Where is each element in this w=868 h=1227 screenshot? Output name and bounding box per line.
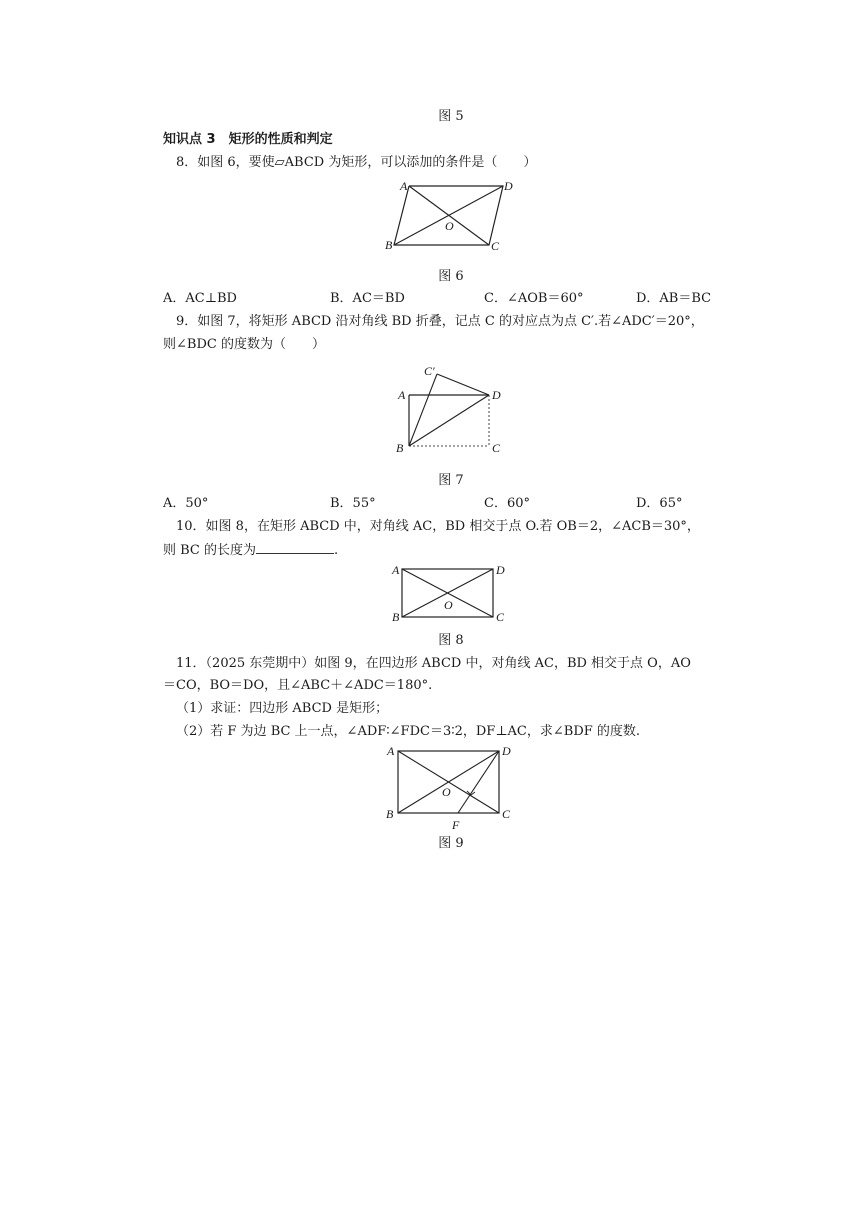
figure-9-label-f: F: [452, 818, 460, 832]
figure-7-label-c: C: [492, 441, 501, 455]
figure-8-label-o: O: [444, 598, 453, 612]
figure-6-label-o: O: [445, 219, 454, 233]
figure-7-label-c-prime: C′: [424, 364, 435, 378]
figure-8-label-d: D: [496, 563, 505, 577]
q9-option-b: B．55°: [330, 496, 376, 511]
figure-7-caption: 图 7: [438, 473, 464, 488]
figure-9-label-d: D: [502, 744, 511, 758]
question-9-line2: 则∠BDC 的度数为（ ）: [163, 337, 325, 352]
figure-9-label-c: C: [502, 807, 511, 821]
q8-option-a: A．AC⊥BD: [163, 291, 237, 306]
question-11-part1: （1）求证：四边形 ABCD 是矩形；: [176, 701, 389, 716]
q9-option-c: C．60°: [484, 496, 530, 511]
figure-6-label-c: C: [491, 239, 500, 253]
figure-6-label-b: B: [385, 238, 393, 252]
figure-8-label-a: A: [392, 563, 400, 577]
figure-6-label-d: D: [504, 179, 513, 193]
figure-9-label-b: B: [386, 807, 394, 821]
q8-option-b: B．AC＝BD: [330, 291, 405, 306]
figure-9-caption: 图 9: [438, 836, 464, 851]
question-8-text: 8．如图 6，要使▱ABCD 为矩形，可以添加的条件是（ ）: [176, 155, 537, 170]
question-10-line2-text: 则 BC 的长度为: [163, 543, 257, 558]
figure-8-caption: 图 8: [438, 633, 464, 648]
question-10-line1: 10．如图 8，在矩形 ABCD 中，对角线 AC，BD 相交于点 O.若 OB＝2，∠ACB＝30°，: [176, 519, 700, 534]
figure-9-label-a: A: [387, 744, 395, 758]
figure-5-caption: 图 5: [438, 109, 464, 124]
question-11-part2: （2）若 F 为边 BC 上一点，∠ADF∶∠FDC＝3∶2，DF⊥AC，求∠BDF 的度数.: [176, 724, 641, 739]
q9-option-a: A．50°: [163, 496, 209, 511]
figure-6-caption: 图 6: [438, 269, 464, 284]
question-9-line1: 9．如图 7，将矩形 ABCD 沿对角线 BD 折叠，记点 C 的对应点为点 C′.若∠ADC′＝20°，: [176, 314, 704, 329]
q9-option-d: D．65°: [636, 496, 683, 511]
question-11-line2: ＝CO，BO＝DO，且∠ABC＋∠ADC＝180°.: [163, 678, 433, 693]
figure-7-label-d: D: [492, 388, 501, 402]
question-10-line2: [163, 541, 338, 560]
figure-8-label-b: B: [392, 610, 400, 624]
question-10-period: .: [334, 543, 339, 558]
figure-8-rectangle: [388, 562, 518, 626]
question-11-line1: 11．（2025 东莞期中）如图 9，在四边形 ABCD 中，对角线 AC，BD 相交于点 O，AO: [176, 656, 691, 671]
figure-8-label-c: C: [496, 610, 505, 624]
figure-7-label-b: B: [396, 441, 404, 455]
figure-7-label-a: A: [398, 388, 406, 402]
q8-option-d: D．AB＝BC: [636, 291, 712, 306]
figure-6-parallelogram: [380, 178, 520, 258]
answer-blank[interactable]: [256, 541, 334, 554]
figure-9-label-o: O: [442, 785, 451, 799]
figure-6-label-a: A: [400, 179, 408, 193]
q8-option-c: C．∠AOB＝60°: [484, 291, 584, 306]
section-title: 知识点 3 矩形的性质和判定: [163, 132, 333, 147]
figure-9-rectangle: [382, 742, 522, 834]
figure-7-folded-rectangle: [390, 362, 520, 460]
